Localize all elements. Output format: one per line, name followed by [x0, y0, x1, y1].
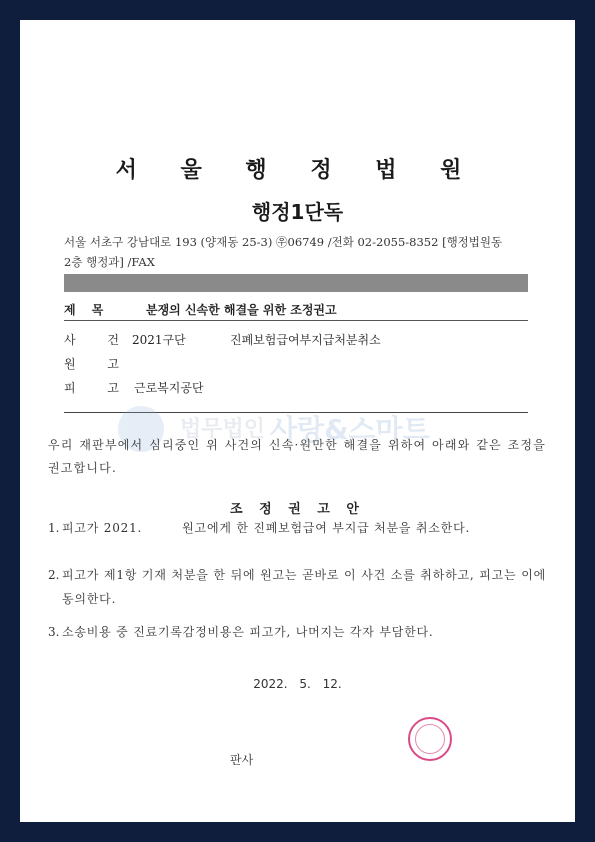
document-date: 2022. 5. 12.: [253, 677, 342, 691]
header-divider-bar: [64, 274, 528, 292]
case-label: 사 건: [64, 333, 133, 347]
item-text-part-b: 원고에게 한 진폐보험급여 부지급 처분을 취소한다.: [182, 521, 471, 535]
item-number: 1.: [48, 521, 60, 535]
document-page: [20, 20, 575, 822]
court-address: [64, 232, 534, 272]
plaintiff-label: 원 고: [64, 357, 133, 371]
subject-label: 제 목: [64, 303, 110, 317]
item-number: 3.: [48, 625, 60, 639]
subject-rule: [64, 320, 528, 321]
division-title: 행정1단독: [251, 200, 344, 224]
item-text: [48, 516, 546, 540]
item-text: 피고가 제1항 기재 처분을 한 뒤에 원고는 곧바로 이 사건 소를 취하하고, 피고는 이에 동의한다.: [62, 568, 546, 606]
subject-value: 분쟁의 신속한 해결을 위한 조정권고: [146, 303, 337, 317]
defendant-label: 피 고: [64, 381, 133, 395]
item-number: 2.: [48, 568, 60, 582]
address-line-2: 2층 행정과] /FAX: [64, 255, 155, 269]
court-seal-icon: [408, 717, 452, 761]
watermark-law-text: 법무법인: [180, 417, 266, 442]
item-text: 소송비용 중 진료기록감정비용은 피고가, 나머지는 각자 부담한다.: [62, 625, 434, 639]
court-name: 서 울 행 정 법 원: [115, 157, 480, 183]
intro-paragraph: 우리 재판부에서 심리중인 위 사건의 신속·원만한 해결을 위하여 아래와 같은 조정을 권고합니다.: [48, 438, 546, 475]
section-title: 조 정 권 고 안: [230, 502, 365, 517]
recommendation-item-3: [48, 620, 546, 644]
judge-label: 판사: [230, 753, 254, 767]
case-number: 2021구단: [132, 333, 186, 347]
address-line-1: 서울 서초구 강남대로 193 (양재동 25-3) ㉾06749 /전화 02-2055-8352 [행정법원동: [64, 235, 503, 249]
case-name: 진폐보험급여부지급처분취소: [230, 333, 381, 347]
item-text-part-a: 피고가 2021.: [62, 521, 143, 535]
defendant-value: 근로복지공단: [134, 381, 204, 395]
recommendation-item-2: [48, 563, 546, 611]
watermark-brand-text: 사랑&스마트: [270, 413, 430, 446]
recommendation-item-1: [48, 516, 546, 540]
